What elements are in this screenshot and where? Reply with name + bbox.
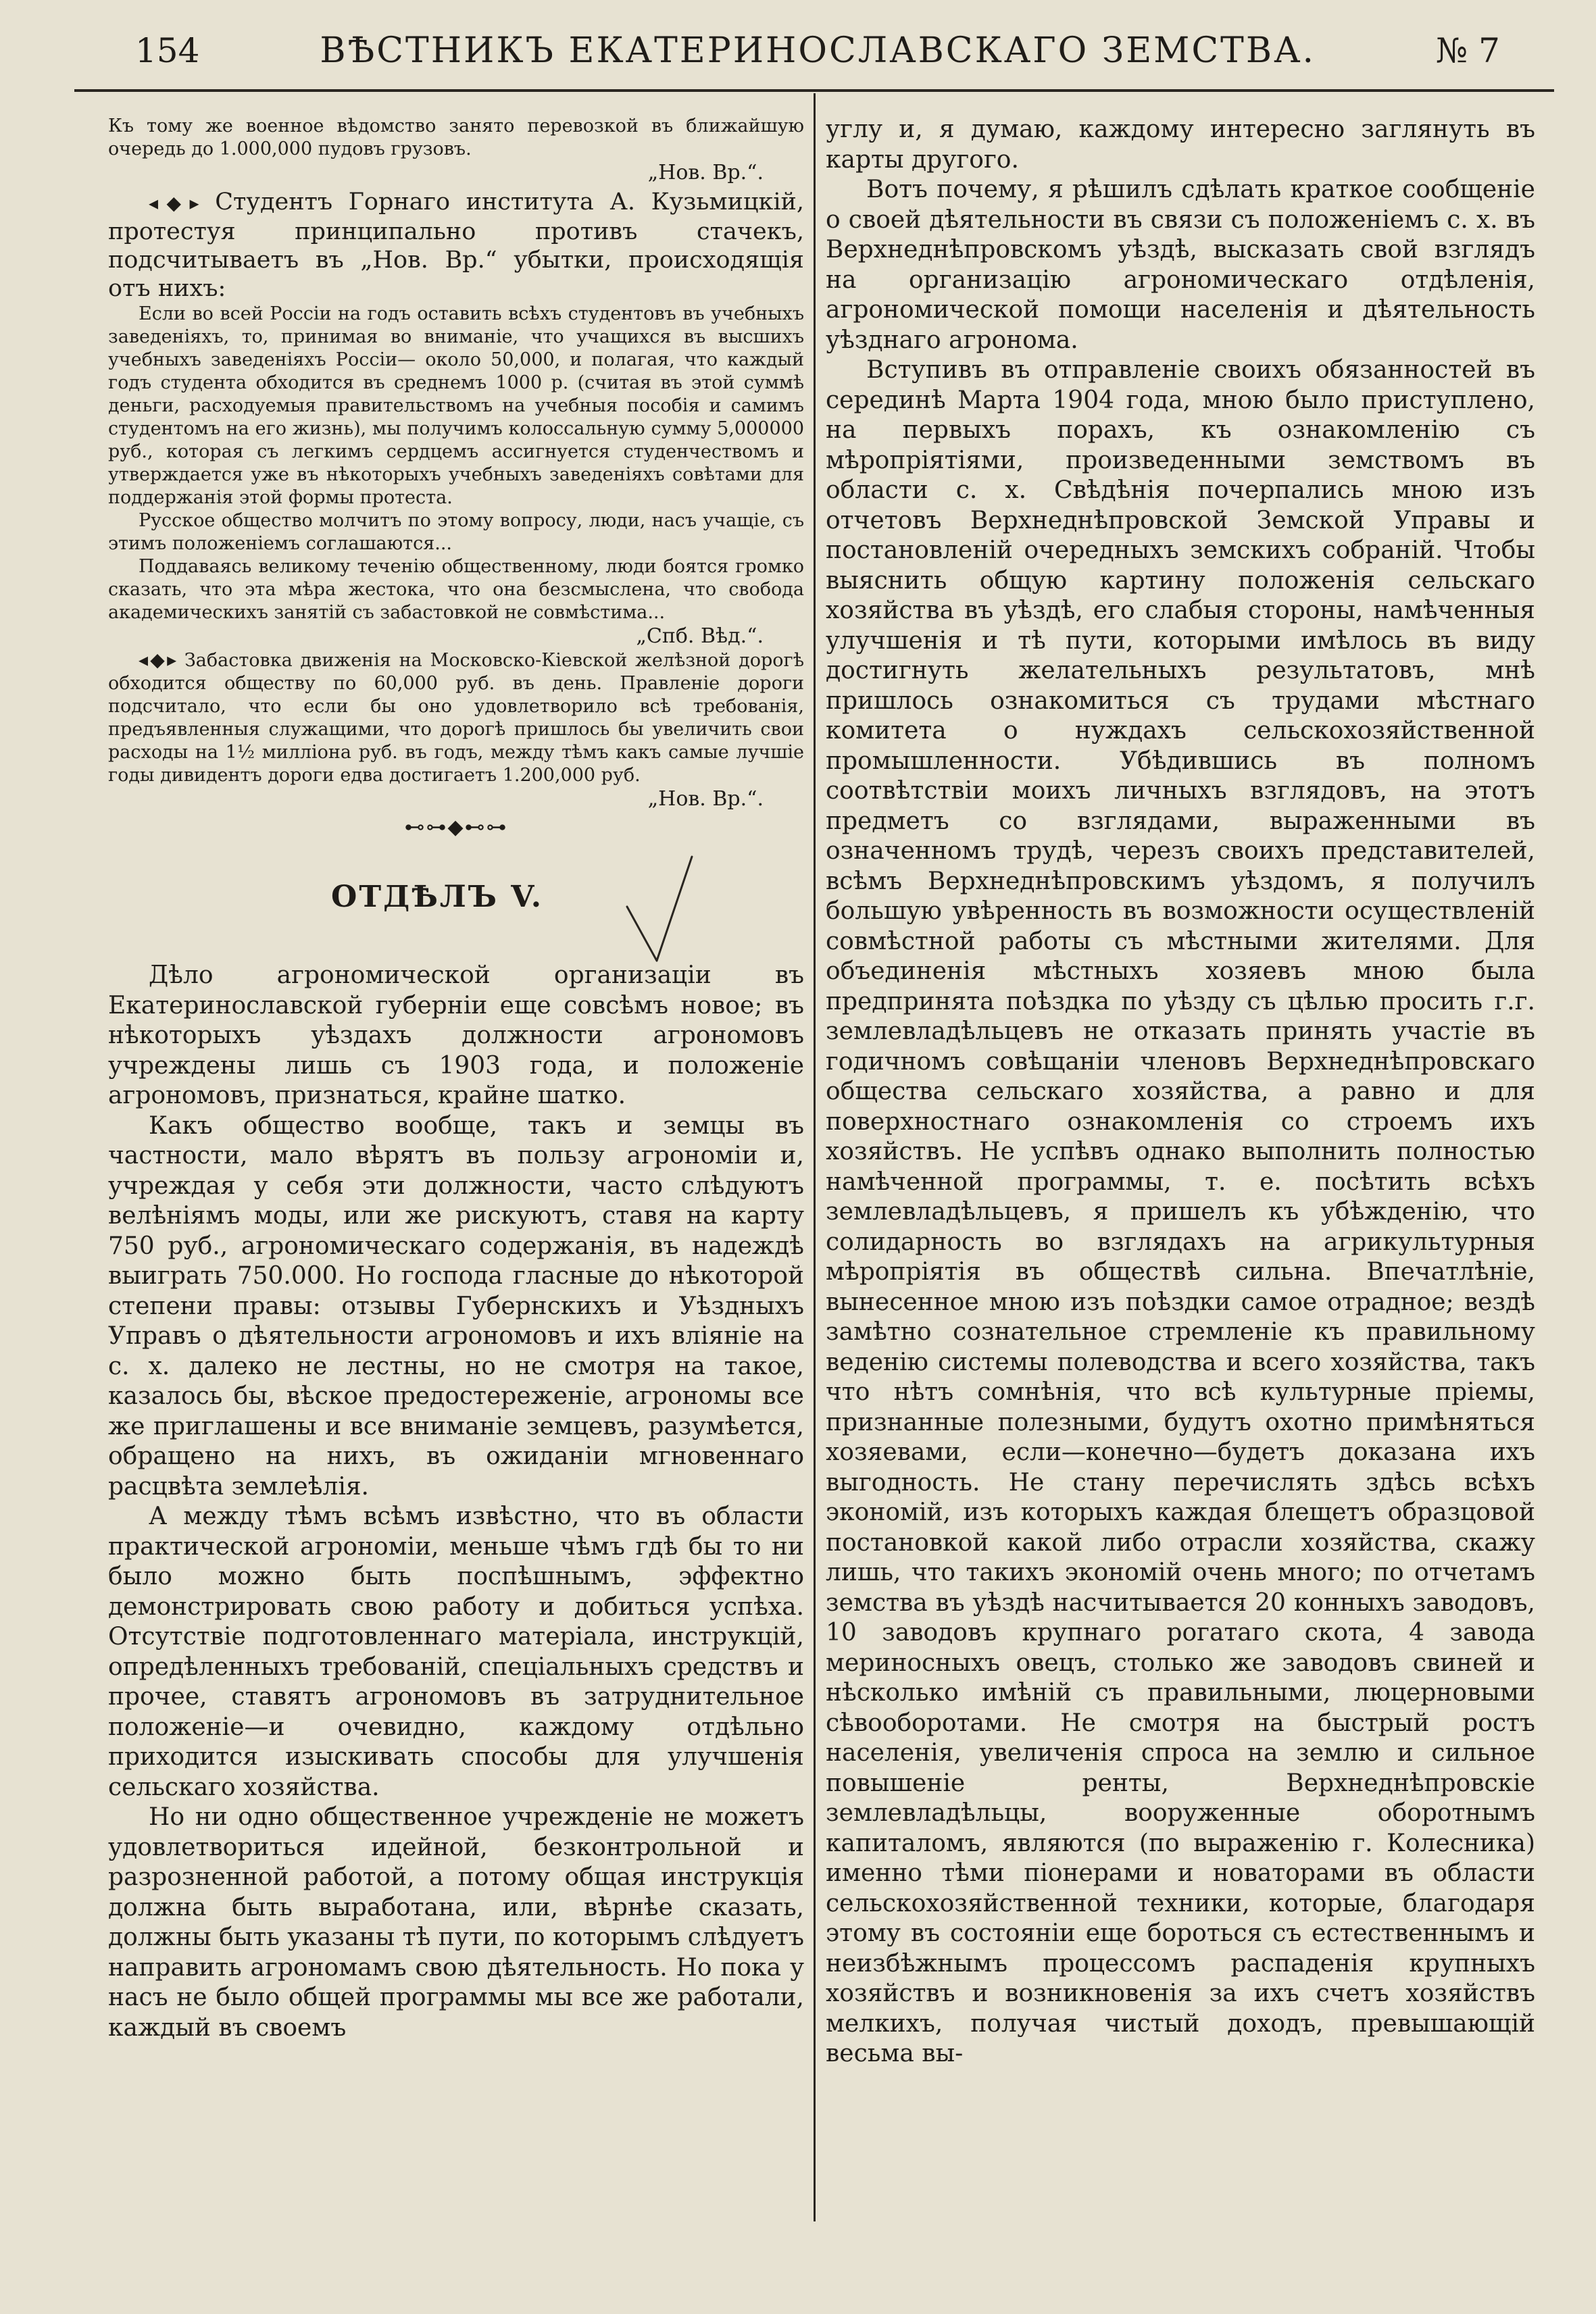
ornamental-divider: ⊷⊶◆⊷⊶ [404, 815, 508, 839]
article-paragraph: Вступивъ въ отправленіе своихъ обязанностей въ серединѣ Марта 1904 года, мною было приступлено, на первыхъ порахъ, къ ознакомленію съ мѣропріятіями, произведенными земствомъ въ области с. х. Свѣдѣнія почерпались мною изъ отчетовъ Верхнеднѣпровской Земской Управы и постановленій очередныхъ земскихъ собраній. Чтобы выяснить общую картину положенія сельскаго хозяйства въ уѣздѣ, его слабыя стороны, намѣченныя улучшенія и тѣ пути, которыми имѣлось въ виду достигнуть желательныхъ результатовъ, мнѣ пришлось ознакомиться съ трудами мѣстнаго комитета о нуждахъ сельскохозяйственной промышленности. Убѣдившись въ полномъ соотвѣтствіи моихъ личныхъ взглядовъ, на этотъ предметъ со взглядами, выраженными въ означенномъ трудѣ, черезъ своихъ представителей, всѣмъ Верхнеднѣпровскимъ уѣздомъ, я получилъ большую увѣренность въ возможности осуществленій совмѣстной работы съ мѣстными жителями. Для объединенія мѣстныхъ хозяевъ мною была предпринята поѣздка по уѣзду съ цѣлью просить г.г. землевладѣльцевъ не отказать принять участіе въ годичномъ совѣщаніи членовъ Верхнеднѣпровскаго общества сельскаго хозяйства, а равно и для поверхностнаго ознакомленія со строемъ ихъ хозяйствъ. Не успѣвъ однако выполнить полностью намѣченной программы, т. е. посѣтить всѣхъ землевладѣльцевъ, я пришелъ къ убѣжденію, что солидарность во взглядахъ на агрикультурныя мѣропріятія въ обществѣ сильна. Впечатлѣніе, вынесенное мною изъ поѣздки самое отрадное; вездѣ замѣтно сознательное стремленіе къ правильному веденію системы полеводства и всего хозяйства, такъ что нѣтъ сомнѣнія, что всѣ культурные пріемы, признанные полезными, будутъ охотно примѣняться хозяевами, если—конечно—будетъ доказана ихъ выгодность. Не стану перечислять здѣсь всѣхъ экономій, изъ которыхъ каждая блещетъ образцовой постановкой какой либо отрасли хозяйства, скажу лишь, что такихъ экономій очень много; по отчетамъ земства въ уѣздѣ насчитывается 20 конныхъ заводовъ, 10 заводовъ крупнаго рогатаго скота, 4 завода мериносныхъ овецъ, столько же заводовъ свиней и нѣсколько имѣній съ правильными, люцерновыми сѣвооборотами. Не смотря на быстрый ростъ населенія, увеличенія спроса на землю и сильное повышеніе ренты, Верхнеднѣпровскіе землевладѣльцы, вооруженные оборотнымъ капиталомъ, являются (по выраженію г. Колесника) именно тѣми піонерами и новаторами въ области сельскохозяйственной техники, которые, благодаря этому въ состояніи еще бороться съ естественнымъ и неизбѣжнымъ процессомъ распаденія крупныхъ хозяйствъ и возникновенія за ихъ счетъ хозяйствъ мелкихъ, получая чистый доходъ, превышающій весьма вы- [826, 356, 1535, 2067]
issue-number: № 7 [1435, 31, 1500, 70]
column-divider-rule [814, 93, 816, 2221]
news-paragraph: Къ тому же военное вѣдомство занято перевозкой въ ближайшую очередь до 1.000,000 пудовъ грузовъ. [108, 116, 804, 159]
source-attribution: „Нов. Вр.“. [647, 787, 764, 811]
article-paragraph: углу и, я думаю, каждому интересно заглянуть въ карты другого. [826, 116, 1535, 174]
ornament-icon: ◂◆▸ [149, 192, 199, 214]
article-paragraph: А между тѣмъ всѣмъ извѣстно, что въ области практической агрономіи, меньше чѣмъ гдѣ бы то ни было можно быть поспѣшнымъ, эффектно демонстрировать свою работу и добиться успѣха. Отсутствіе подготовленнаго матеріала, инструкцій, опредѣленныхъ требованій, спеціальныхъ средствъ и прочее, ставятъ агрономовъ въ затруднительное положеніе—и очевидно, каждому отдѣльно приходится изыскивать способы для улучшенія сельскаго хозяйства. [108, 1503, 804, 1801]
right-column [826, 115, 1535, 2069]
article-paragraph: Дѣло агрономической организаціи въ Екатеринославской губерніи еще совсѣмъ новое; въ нѣкоторыхъ уѣздахъ должности агрономовъ учреждены лишь съ 1903 года, и положеніе агрономовъ, признаться, крайне шатко. [108, 961, 804, 1109]
quoted-paragraph: Если во всей Россіи на годъ оставить всѣхъ студентовъ въ учебныхъ заведеніяхъ, то, принимая во вниманіе, что учащихся въ высшихъ учебныхъ заведеніяхъ Россіи— около 50,000, и полагая, что каждый годъ студента обходится въ среднемъ 1000 р. (считая въ этой суммѣ деньги, расходуемыя правительствомъ на учебныя пособія и самимъ студентомъ на его жизнь), мы получимъ колоссальную сумму 5,000000 руб., которая съ легкимъ сердцемъ ассигнуется студенчествомъ и утверждается уже въ нѣкоторыхъ учебныхъ заведеніяхъ совѣтами для поддержанія этой формы протеста. [108, 303, 804, 508]
article-paragraph: Вотъ почему, я рѣшилъ сдѣлать краткое сообщеніе о своей дѣятельности въ связи съ положеніемъ с. х. въ Верхнеднѣпровскомъ уѣздѣ, высказать свой взглядъ на организацію агрономическаго отдѣленія, агрономической помощи населенія и дѣятельность уѣзднаго агронома. [826, 176, 1535, 354]
source-attribution: „Спб. Вѣд.“. [636, 624, 764, 648]
left-column [108, 115, 804, 2043]
page-number: 154 [135, 31, 200, 70]
handwritten-check-mark [622, 853, 696, 967]
news-item-lead: ◂◆▸ Студентъ Горнаго института А. Кузьмицкій, протестуя принципально противъ стачекъ, подсчитываетъ въ „Нов. Вр.“ убытки, происходящія отъ нихъ: [108, 188, 804, 302]
journal-title: ВѢСТНИКЪ ЕКАТЕРИНОСЛАВСКАГО ЗЕМСТВА. [320, 30, 1316, 71]
running-head [135, 20, 1500, 81]
header-rule [74, 89, 1554, 92]
ornament-icon: ◂◆▸ [139, 649, 177, 671]
article-paragraph: Какъ общество вообще, такъ и земцы въ частности, мало вѣрятъ въ пользу агрономіи и, учреждая у себя эти должности, часто слѣдуютъ велѣніямъ моды, или же рискуютъ, ставя на карту 750 руб., агрономическаго содержанія, въ надеждѣ выиграть 750.000. Но господа гласные до нѣкоторой степени правы: отзывы Губернскихъ и Уѣздныхъ Управъ о дѣятельности агрономовъ и ихъ вліяніе на с. х. далеко не лестны, но не смотря на такое, казалось бы, вѣское предостереженіе, агрономы все же приглашены и все вниманіе земцевъ, разумѣется, обращено на нихъ, въ ожиданіи мгновеннаго расцвѣта землеѣлія. [108, 1111, 804, 1501]
source-attribution: „Нов. Вр.“. [647, 161, 764, 184]
quoted-paragraph: Русское общество молчитъ по этому вопросу, люди, насъ учащіе, съ этимъ положеніемъ соглашаются... [108, 510, 804, 554]
department-heading-row [108, 839, 804, 961]
quoted-paragraph: Поддаваясь великому теченію общественному, люди боятся громко сказать, что эта мѣра жестока, что она безсмыслена, что свобода академическихъ занятій съ забастовкой не совмѣстима... [108, 556, 804, 623]
article-paragraph: Но ни одно общественное учрежденіе не можетъ удовлетвориться идейной, безконтрольной и разрозненной работой, а потому общая инструкція должна быть выработана, или, вѣрнѣе сказать, должны быть указаны тѣ пути, по которымъ слѣдуетъ направить агрономамъ свою дѣятельность. Но пока у насъ не было общей программы мы все же работали, каждый въ своемъ [108, 1803, 804, 2042]
department-title: ОТДѢЛЪ V. [331, 880, 544, 914]
news-paragraph: ◂◆▸ Забастовка движенія на Московско-Кіевской желѣзной дорогѣ обходится обществу по 60,000 руб. въ день. Правленіе дороги подсчитало, что если бы оно удовлетворило всѣ требованія, предъявленныя служащими, что дорогѣ пришлось бы увеличить свои расходы на 1½ милліона руб. въ годъ, между тѣмъ какъ самые лучшіе годы дивидентъ дороги едва достигаетъ 1.200,000 руб. [108, 649, 804, 786]
